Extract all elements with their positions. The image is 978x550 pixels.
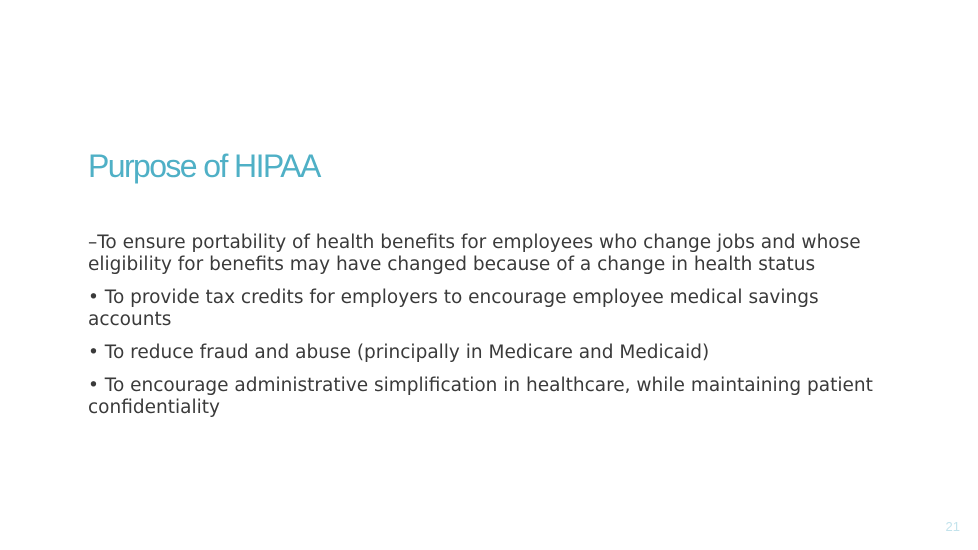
paragraph-tax-credits: • To provide tax credits for employers to encourage employee medical savings accounts xyxy=(88,287,819,330)
slide-body xyxy=(88,232,900,430)
paragraph-portability: –To ensure portability of health benefits for employees who change jobs and whose eligibility for benefits may have changed because of a change in health status xyxy=(88,232,861,275)
paragraph-simplification: • To encourage administrative simplification in healthcare, while maintaining patient confidentiality xyxy=(88,375,873,418)
page-number: 21 xyxy=(945,519,960,534)
slide-title: Purpose of HIPAA xyxy=(88,148,320,184)
paragraph-fraud-abuse: • To reduce fraud and abuse (principally in Medicare and Medicaid) xyxy=(88,342,710,363)
